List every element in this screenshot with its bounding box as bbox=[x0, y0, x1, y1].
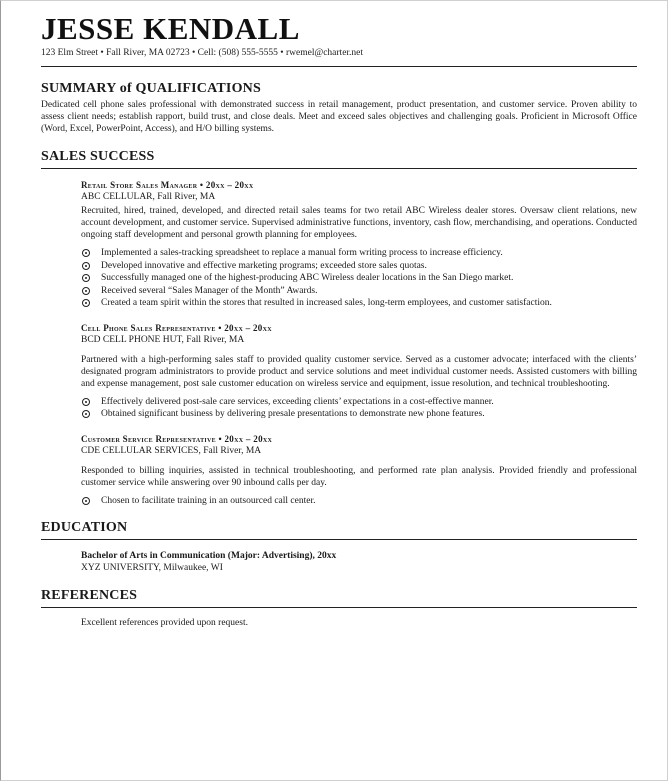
bullet-icon bbox=[82, 249, 90, 257]
job-description: Responded to billing inquiries, assisted in technical troubleshooting, and performed rate plan analysis. Provided friendly and professional customer service while answering over 90 inbound calls per day. bbox=[81, 465, 637, 488]
achievement-text: Chosen to facilitate training in an outsourced call center. bbox=[101, 495, 316, 506]
bullet-icon bbox=[82, 398, 90, 406]
achievement-text: Successfully managed one of the highest-producing ABC Wireless dealer locations in the San Diego market. bbox=[101, 273, 514, 283]
references-divider bbox=[41, 607, 637, 608]
achievement-item bbox=[81, 272, 637, 285]
job-entry bbox=[81, 322, 637, 421]
bullet-icon bbox=[82, 410, 90, 418]
references-text: Excellent references provided upon request. bbox=[81, 618, 248, 628]
job-entry bbox=[81, 433, 637, 508]
achievement-item bbox=[81, 297, 637, 310]
achievement-list bbox=[81, 495, 637, 508]
job-company: ABC CELLULAR, Fall River, MA bbox=[81, 192, 216, 202]
sales-divider bbox=[41, 168, 637, 169]
section-title-references: REFERENCES bbox=[41, 588, 138, 603]
job-title: Customer Service Representative • 20xx – 20xx bbox=[81, 433, 273, 444]
achievement-text: Effectively delivered post-sale care services, exceeding clients’ expectations in a cost-effective manner. bbox=[101, 396, 494, 407]
job-description: Recruited, hired, trained, developed, and directed retail sales teams for two retail ABC Wireless dealer stores. Oversaw client relations, new account development, and customer service. Supervised administrative functions, inventory, cash flow, merchandising, and operations. Conducted ongoing staff development and personal growth planning for employees. bbox=[81, 206, 637, 240]
achievement-text: Implemented a sales-tracking spreadsheet to replace a manual form writing process to increase efficiency. bbox=[101, 248, 503, 258]
job-description: Partnered with a high-performing sales staff to provided quality customer service. Served as a customer advocate; interfaced with the clients’ designated program administrators to provide product and service solutions and meet individual customer needs. Assisted customers with billing and expense management, post sale customer education on wireless service and equipment, issue resolution, and technical troubleshooting. bbox=[81, 354, 637, 389]
education-school: XYZ UNIVERSITY, Milwaukee, WI bbox=[81, 563, 223, 573]
section-title-sales: SALES SUCCESS bbox=[41, 149, 155, 164]
job-list bbox=[41, 179, 637, 507]
job-entry bbox=[81, 179, 637, 310]
achievement-item bbox=[81, 247, 637, 260]
achievement-item bbox=[81, 495, 637, 508]
section-title-summary: SUMMARY of QUALIFICATIONS bbox=[41, 81, 261, 96]
achievement-item bbox=[81, 408, 637, 421]
section-title-education: EDUCATION bbox=[41, 520, 128, 535]
job-title: Cell Phone Sales Representative • 20xx – 20xx bbox=[81, 322, 272, 333]
bullet-icon bbox=[82, 287, 90, 295]
bullet-icon bbox=[82, 299, 90, 307]
achievement-item bbox=[81, 285, 637, 298]
applicant-name: JESSE KENDALL bbox=[41, 11, 300, 46]
achievement-text: Created a team spirit within the stores that resulted in increased sales, long-term employees, and customer satisfaction. bbox=[101, 298, 552, 308]
achievement-list bbox=[81, 247, 637, 310]
job-title: Retail Store Sales Manager • 20xx – 20xx bbox=[81, 180, 254, 190]
job-company: BCD CELL PHONE HUT, Fall River, MA bbox=[81, 334, 245, 345]
job-company: CDE CELLULAR SERVICES, Fall River, MA bbox=[81, 445, 262, 456]
achievement-list bbox=[81, 396, 637, 421]
header-divider bbox=[41, 66, 637, 67]
bullet-icon bbox=[82, 274, 90, 282]
bullet-icon bbox=[82, 262, 90, 270]
bullet-icon bbox=[82, 497, 90, 505]
education-degree: Bachelor of Arts in Communication (Major: Advertising), 20xx bbox=[81, 551, 337, 561]
achievement-text: Developed innovative and effective marketing programs; exceeded store sales quotas. bbox=[101, 260, 427, 271]
education-divider bbox=[41, 539, 637, 540]
achievement-text: Obtained significant business by delivering presale presentations to demonstrate new phone features. bbox=[101, 409, 485, 419]
achievement-item bbox=[81, 396, 637, 409]
summary-text: Dedicated cell phone sales professional with demonstrated success in retail management, product presentation, and customer service. Proven ability to assess client needs; establish rapport, build trust, and close deals. Meet and exceed sales objectives and challenging goals. Proficient in Microsoft Office (Word, Excel, PowerPoint, Access), and H/O billing systems. bbox=[41, 100, 637, 134]
achievement-item bbox=[81, 260, 637, 273]
contact-line: 123 Elm Street • Fall River, MA 02723 • Cell: (508) 555-5555 • rwemel@charter.net bbox=[41, 48, 364, 58]
achievement-text: Received several “Sales Manager of the Month” Awards. bbox=[101, 285, 318, 296]
